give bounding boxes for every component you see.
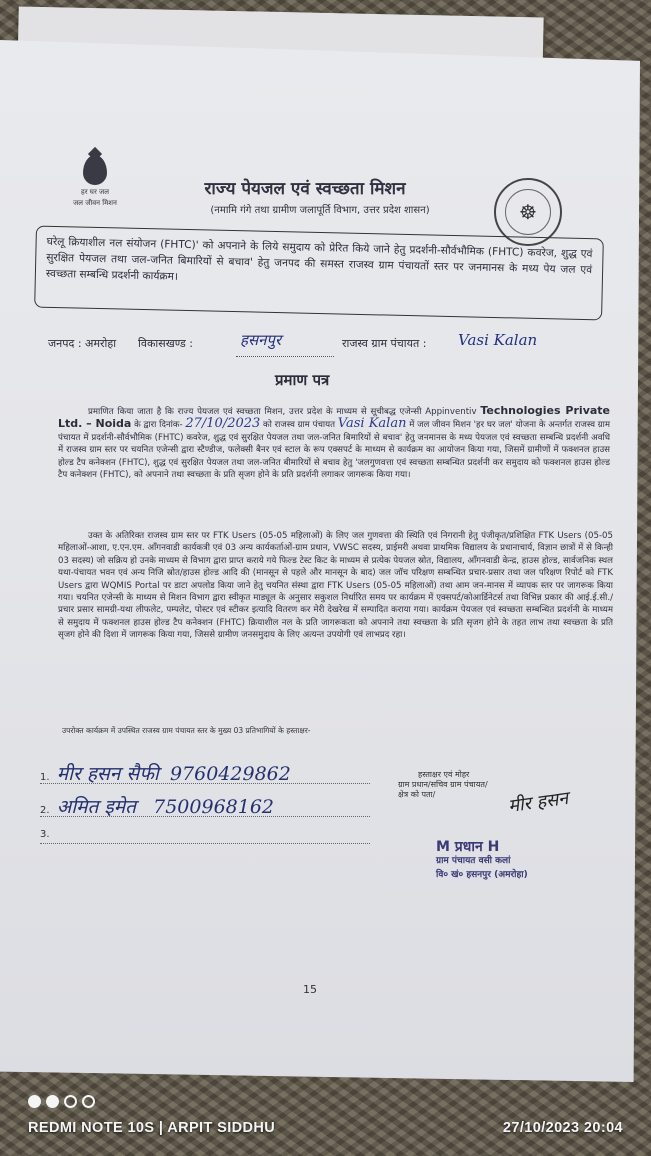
emblem-icon: ☸ <box>505 189 551 235</box>
p1-part2: के द्वारा दिनांक- <box>134 420 183 431</box>
stamp-line-3: वि० खं० हसनपुर (अमरोहा) <box>436 870 528 880</box>
pradhan-stamp <box>436 840 566 882</box>
program-banner: घरेलू क्रियाशील नल संयोजन (FHTC)' को अपनाने के लिये समुदाय को प्रेरित किये जाने हेतु प्रदर्शनी-सौर्वभौमिक (FHTC) कवरेज, शुद्ध एवं सुरक्षित पेयजल तथा जल-जनित बिमारियों से बचाव' हेतु जनपद की समस्त राजस्व ग्राम पंचायतों स्तर पर जनमानस के मध्य पेय जल एवं स्वच्छता सम्बन्धि प्रदर्शनी कार्यक्रम। <box>34 226 604 321</box>
district-label: जनपद : अमरोहा <box>48 337 117 350</box>
participant-row <box>40 820 370 844</box>
panchayat-value: Vasi Kalan <box>458 331 538 349</box>
participant-phone: 9760429862 <box>169 763 291 785</box>
p1-date: 27/10/2023 <box>185 416 261 432</box>
panchayat-label: राजस्व ग्राम पंचायत : <box>342 337 427 350</box>
certificate-title: प्रमाण पत्र <box>275 371 330 389</box>
dot-icon <box>64 1095 77 1108</box>
participant-name: अमित इमेत <box>56 796 136 818</box>
participant-row <box>40 793 370 817</box>
participant-num: 3. <box>40 829 50 840</box>
dot-icon <box>82 1095 95 1108</box>
signatory-line-2: ग्राम प्रधान/सचिव ग्राम पंचायत/ <box>398 780 488 789</box>
dot-icon <box>46 1095 59 1108</box>
signatory-line-3: क्षेत्र को पता/ <box>398 790 436 799</box>
logo-text-2: जल जीवन मिशन <box>73 199 117 207</box>
block-label: विकासखण्ड : <box>138 337 194 350</box>
document-subtitle: (नमामि गंगे तथा ग्रामीण जलापूर्ति विभाग, उत्तर प्रदेश शासन) <box>210 205 430 216</box>
water-drop-icon <box>83 155 107 185</box>
p1-company: Technologies Private Ltd. – Noida <box>58 404 611 431</box>
camera-dots <box>28 1095 95 1108</box>
p1-part3: को राजस्व ग्राम पंचायत <box>263 420 336 431</box>
p1-part1: प्रमाणित किया जाता है कि राज्य पेयजल एवं स्वच्छता मिशन, उत्तर प्रदेश के माध्यम से सूचीबद्ध एजेन्सी Appinventiv <box>88 407 477 417</box>
stamp-line-2: ग्राम पंचायत वसी कलां <box>436 856 511 866</box>
camera-device-watermark: REDMI NOTE 10S | ARPIT SIDDHU <box>28 1120 276 1136</box>
participant-name: मीर हसन सैफी <box>56 763 159 785</box>
participant-row <box>40 760 370 784</box>
participant-num: 2. <box>40 805 50 816</box>
block-underline <box>236 356 334 357</box>
participant-phone: 7500968162 <box>153 796 275 818</box>
block-value: हसनपुर <box>240 331 282 349</box>
har-ghar-jal-logo <box>70 155 120 207</box>
participant-num: 1. <box>40 772 50 783</box>
logo-text-1: हर घर जल <box>81 188 109 196</box>
camera-timestamp: 27/10/2023 20:04 <box>502 1120 623 1136</box>
certificate-paragraph-1 <box>58 405 610 481</box>
p1-part4: में जल जीवन मिशन 'हर घर जल' योजना के अन्तर्गत राजस्व ग्राम पंचायत में प्रदर्शनी-सौर्वभौमिक (FHTC) कवरेज, शुद्ध एवं सुरक्षित पेयजल तथा जल-जनित बिमारियों से बचाव' हेतु जनमानस के मध्य पेयजल एवं स्वच्छता सम्बन्धि प्रदर्शनी अवधि में राजस्व ग्राम स्तर पर चयनित एजेन्सी द्वारा स्टैण्डीज, फलेक्सी बैनर एवं स्टाल के रूप एक्सपर्ट के माध्यम से कार्यक्रम का आयोजन किया गया, जिसमें ग्रामीणों में फक्शनल हाउस होल्ड टैप कनेक्शन (FHTC), शुद्ध एवं सुरक्षित पेयजल तथा जल-जनित बीमारियों से बचाव हेतु 'जलगुणवत्ता एवं स्वच्छता सम्बन्धित प्रदर्शनी कर समुदाय को फक्शनल हाउस होल्ड टैप कनेक्शन (FHTC), को अपनाने तथा स्वच्छता के प्रति सृजग होने के प्रति प्रदर्शनी लगाकर जागरूक किया गया। <box>58 420 610 481</box>
signatory-line-1: हस्ताक्षर एवं मोहर <box>418 770 470 779</box>
dot-icon <box>28 1095 41 1108</box>
stamp-line-1: M प्रधान H <box>436 839 500 855</box>
p1-village: Vasi Kalan <box>337 416 407 432</box>
participants-note: उपरोक्त कार्यक्रम में उपस्थित राजस्व ग्राम पंचायत स्तर के मुख्य 03 प्रतिभागियों के हस्ताक्षर- <box>62 726 311 735</box>
certificate-paragraph-2 <box>58 530 613 642</box>
p2-text: उक्त के अतिरिक्त राजस्व ग्राम स्तर पर FTK Users (05-05 महिलाओं) के लिए जल गुणवत्ता की स्थिति एवं निगरानी हेतु पंजीकृत/प्रशिक्षित FTK Users (05-05 महिलाओं-आशा, ए.एन.एम. आँगनवाडी कार्यकत्री एवं 03 अन्य कार्यकर्ताओं-ग्राम प्रधान, VWSC सदस्य, प्राईमरी अथवा प्राथमिक विद्यालय के प्रधानाचार्य, विज्ञान छात्रों में से किन्ही 03 सदस्य) जो सक्रिय हो उनके माध्यम से विभाग द्वारा प्राप्त कराये गये फिल्ड टेस्ट किट के माध्यम से प्रत्येक पेयजल स्रोत, विद्यालय, आँगनवाडी केन्द्र, हाउस होल्ड, सार्वजनिक स्थल यथा-पंचायत भवन एवं अन्य निजि स्रोत/हाउस होल्ड आदि की (मानसून से पहले और मानसून के बाद) जल जॉच परिक्षण सम्बन्धित प्रचार-प्रसार तथा जल परिक्षण रिपोर्ट को FTK Users द्वारा WQMIS Portal पर डाटा अपलोड किया जाने हेतु चयनित संस्था द्वारा FTK Users (05-05 महिलाओं) तथा आम जन-मानस में व्यापक स्तर पर जागरूक किया गया। चयनित एजेन्सी के माध्यम से मिशन विभाग द्वारा स्वीकृत माड्यूल के अनुसार सकुशल निर्धारित समय पर कार्यक्रम में एक्सपर्ट/कोआर्डिनेटर्स तथा विभिन्न प्रकार की आई.ई.सी./प्रचार प्रसार सामग्री-यथा लीफलेट, पम्पलेट, पोस्टर एवं स्टीकर इत्यादि वितरण कर मेरी देखरेख में सम्पादित कराया गया। कार्यक्रम पेयजल एवं स्वच्छता सम्बन्धित प्रदर्शनी के माध्यम से समुदाय में फक्शनल हाउस होल्ड टैप कनेक्शन (FHTC) क्रियाशील नल के प्रति जागरूकता को अपनाने तथा स्वच्छता के प्रति सृजग होने के तहत लाभ तथा स्वच्छता के प्रति सृजग होने की दिशा में जागरूक किया गया, जिससे ग्रामीण जनसमुदाय के लिए अत्यन्त उपयोगी एवं लाभप्रद रहा। <box>58 531 613 641</box>
page-number: 15 <box>303 983 317 996</box>
signatory-signature: मीर हसन <box>506 787 570 818</box>
document-title: राज्य पेयजल एवं स्वच्छता मिशन <box>204 179 406 199</box>
